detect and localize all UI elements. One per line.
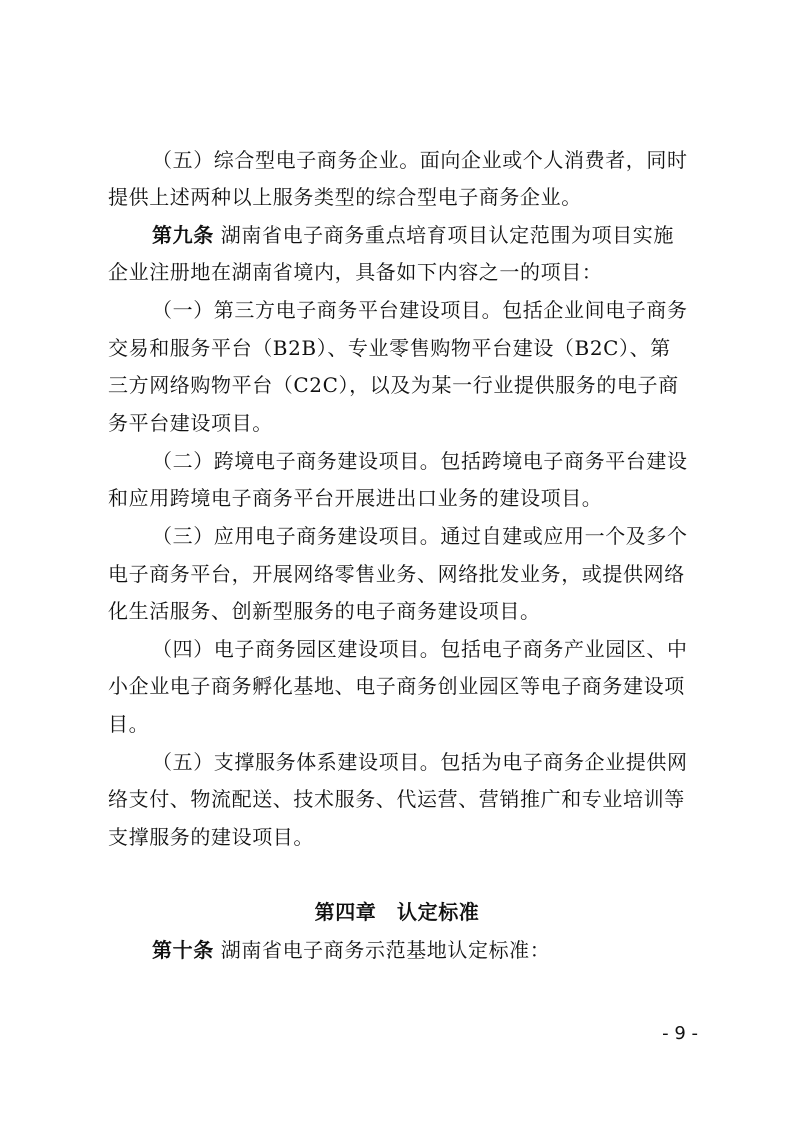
paragraph-line: 和应用跨境电子商务平台开展进出口业务的建设项目。 xyxy=(108,486,603,510)
paragraph-line: 交易和服务平台（B2B）、专业零售购物平台建设（B2C）、第 xyxy=(108,336,671,360)
paragraph-line: 目。 xyxy=(108,712,150,736)
page-number: - 9 - xyxy=(662,1023,698,1044)
paragraph-line: （二）跨境电子商务建设项目。包括跨境电子商务平台建设 xyxy=(152,449,688,473)
paragraph-line: 三方网络购物平台（C2C），以及为某一行业提供服务的电子商 xyxy=(108,373,679,397)
paragraph-line: （五）综合型电子商务企业。面向企业或个人消费者，同时 xyxy=(152,148,688,172)
chapter-heading: 第四章 认定标准 xyxy=(314,900,480,924)
paragraph-line: （三）应用电子商务建设项目。通过自建或应用一个及多个 xyxy=(152,524,688,548)
paragraph-line: （五）支撑服务体系建设项目。包括为电子商务企业提供网 xyxy=(152,750,688,774)
article-10-text: 湖南省电子商务示范基地认定标准： xyxy=(220,938,551,962)
article-10-line xyxy=(152,935,698,965)
paragraph-line: 化生活服务、创新型服务的电子商务建设项目。 xyxy=(108,599,541,623)
paragraph-line: 络支付、物流配送、技术服务、代运营、营销推广和专业培训等 xyxy=(108,787,685,811)
article-9-text: 湖南省电子商务重点培育项目认定范围为项目实施 xyxy=(220,223,674,247)
paragraph-line: 电子商务平台，开展网络零售业务、网络批发业务，或提供网络 xyxy=(108,562,685,586)
article-9-first-line xyxy=(152,220,698,250)
paragraph-line: 支撑服务的建设项目。 xyxy=(108,825,314,849)
paragraph-line: （四）电子商务园区建设项目。包括电子商务产业园区、中 xyxy=(152,637,688,661)
paragraph-line: 提供上述两种以上服务类型的综合型电子商务企业。 xyxy=(108,185,582,209)
paragraph-line: （一）第三方电子商务平台建设项目。包括企业间电子商务 xyxy=(152,298,688,322)
article-9-label: 第九条 xyxy=(152,223,214,247)
paragraph-line: 务平台建设项目。 xyxy=(108,411,273,435)
paragraph-line: 小企业电子商务孵化基地、电子商务创业园区等电子商务建设项 xyxy=(108,674,685,698)
paragraph-line: 企业注册地在湖南省境内，具备如下内容之一的项目： xyxy=(108,260,603,284)
article-10-label: 第十条 xyxy=(152,938,214,962)
